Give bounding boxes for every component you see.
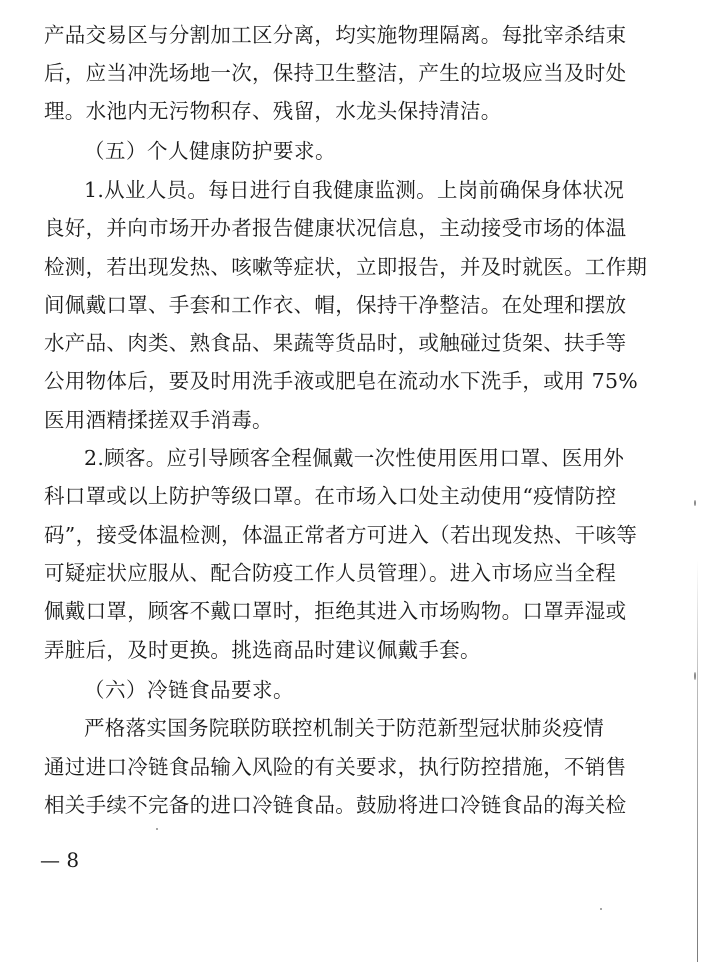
body-text-line: 码”，接受体温检测，体温正常者方可进入（若出现发热、干咳等 [44,523,638,547]
section-heading-six: （六）冷链食品要求。 [84,678,294,702]
body-text-line: 良好，并向市场开办者报告健康状况信息，主动接受市场的体温 [44,216,627,240]
body-text-line: 可疑症状应服从、配合防疫工作人员管理）。进入市场应当全程 [44,561,617,585]
body-text-line: 佩戴口罩，顾客不戴口罩时，拒绝其进入市场购物。口罩弄湿或 [44,599,627,623]
body-text-line: 弄脏后，及时更换。挑选商品时建议佩戴手套。 [44,638,481,662]
scan-speck [694,672,696,680]
body-text-line: 后，应当冲洗场地一次，保持卫生整洁，产生的垃圾应当及时处 [44,61,627,85]
page-number: — 8 [40,848,80,872]
body-text-line: 理。水池内无污物积存、残留，水龙头保持清洁。 [44,99,502,123]
body-text-line: 产品交易区与分割加工区分离，均实施物理隔离。每批宰杀结束 [44,23,627,47]
section-heading-five: （五）个人健康防护要求。 [84,139,336,163]
body-text-line: 公用物体后，要及时用洗手液或肥皂在流动水下洗手，或用 75% [44,369,639,393]
body-text-line: 科口罩或以上防护等级口罩。在市场入口处主动使用“疫情防控 [44,484,617,508]
body-text-line: 2.顾客。应引导顾客全程佩戴一次性使用医用口罩、医用外 [84,446,625,470]
body-text-line: 相关手续不完备的进口冷链食品。鼓励将进口冷链食品的海关检 [44,793,627,817]
body-text-line: 检测，若出现发热、咳嗽等症状，立即报告，并及时就医。工作期 [44,255,648,279]
scan-edge-shadow [697,560,698,962]
scan-speck [694,500,696,506]
body-text-line: 1.从业人员。每日进行自我健康监测。上岗前确保身体状况 [84,178,625,202]
scan-speck [156,828,158,830]
body-text-line: 严格落实国务院联防联控机制关于防范新型冠状肺炎疫情 [84,716,604,740]
scan-speck [600,908,602,910]
body-text-line: 水产品、肉类、熟食品、果蔬等货品时，或触碰过货架、扶手等 [44,331,627,355]
body-text-line: 通过进口冷链食品输入风险的有关要求，执行防控措施，不销售 [44,755,627,779]
body-text-line: 间佩戴口罩、手套和工作衣、帽，保持干净整洁。在处理和摆放 [44,293,627,317]
body-text-line: 医用酒精揉搓双手消毒。 [44,408,273,432]
